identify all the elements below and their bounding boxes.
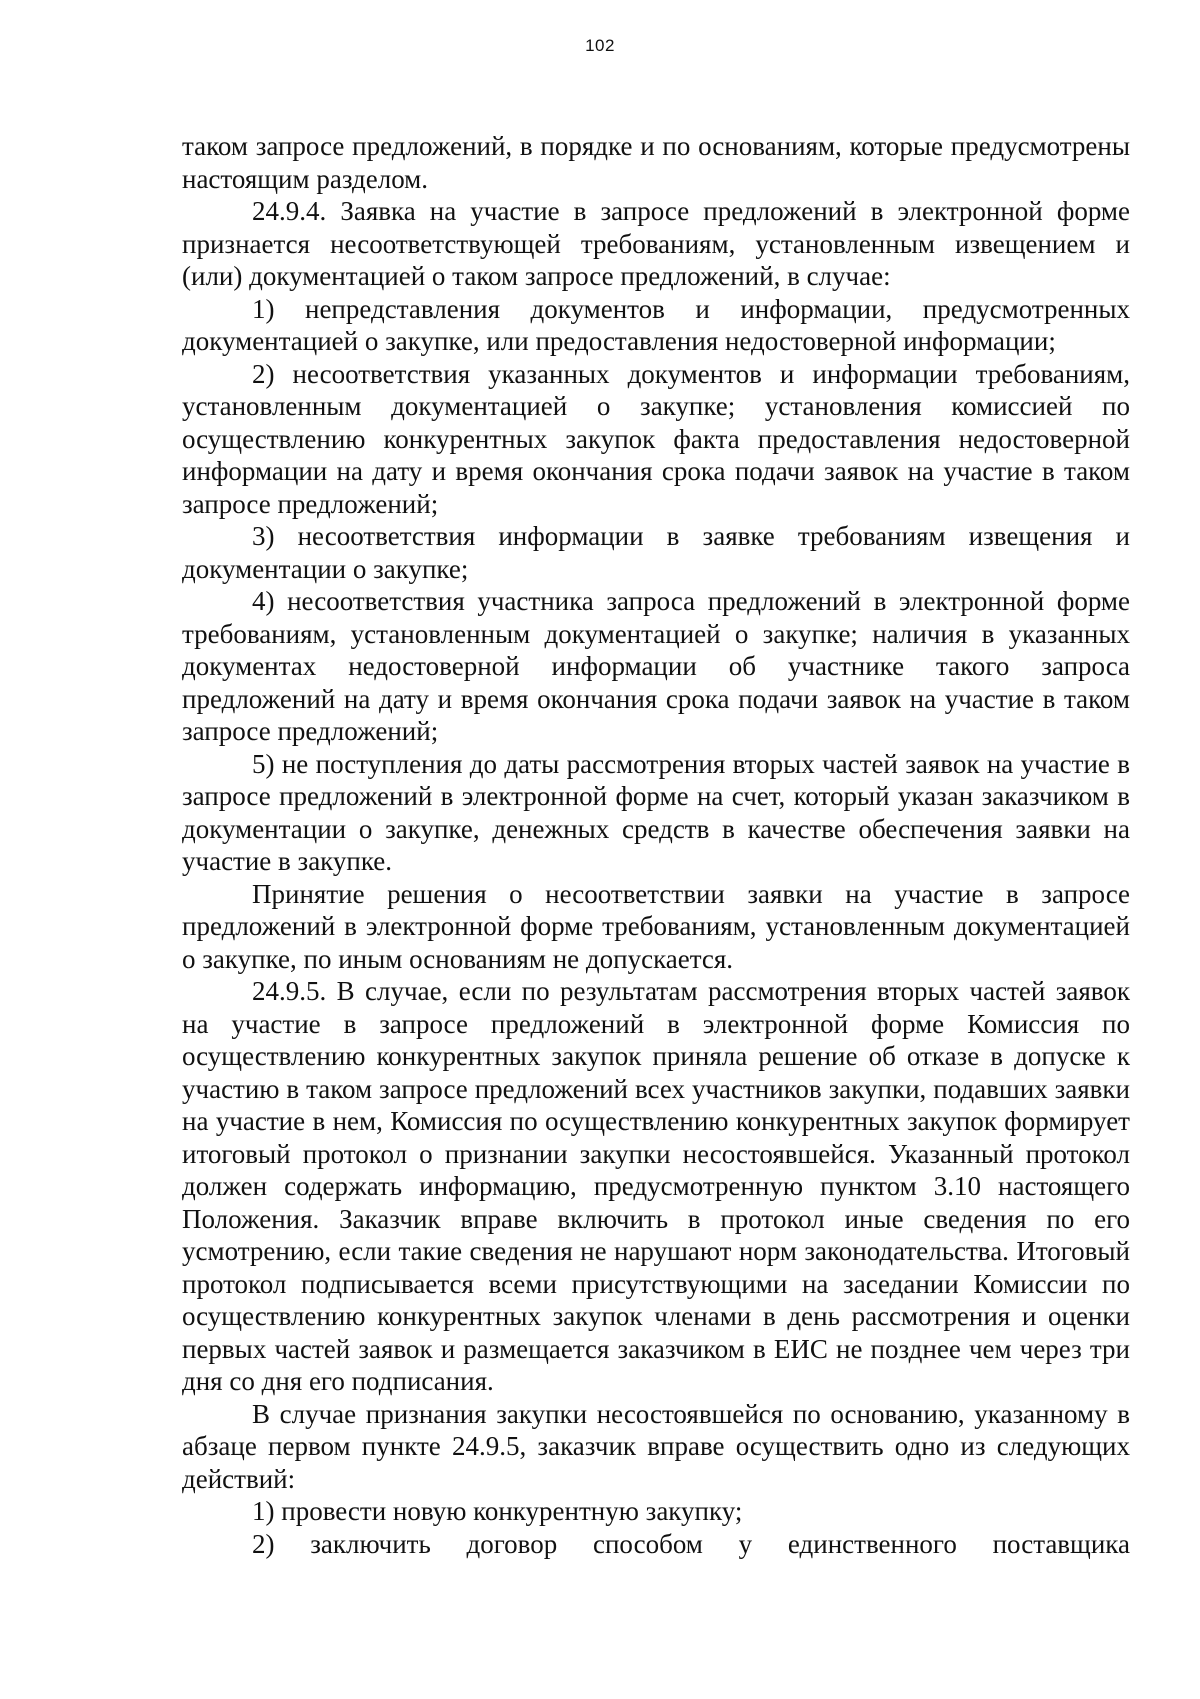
list-item-3: 3) несоответствия информации в заявке требованиям извещения и документации о закупке; (182, 521, 1130, 584)
paragraph-decision-rule: Принятие решения о несоответствии заявки на участие в запросе предложений в электронной форме требованиям, установленным документацией о закупке, по иным основаниям не допускается. (182, 878, 1130, 974)
paragraph-failed-procurement: В случае признания закупки несостоявшейся по основанию, указанному в абзаце первом пункте 24.9.5, заказчик вправе осуществить одно из следующих действий: (182, 1398, 1130, 1494)
paragraph-clause-24-9-5: 24.9.5. В случае, если по результатам рассмотрения вторых частей заявок на участие в запросе предложений в электронной форме Комиссия по осуществлению конкурентных закупок приняла решение об отказе в допуске к участию в таком запросе предложений всех участников закупки, подавших заявки на участие в нем, Комиссия по осуществлению конкурентных закупок формирует итоговый протокол о признании закупки несостоявшейся. Указанный протокол должен содержать информацию, предусмотренную пунктом 3.10 настоящего Положения. Заказчик вправе включить в протокол иные сведения по его усмотрению, если такие сведения не нарушают норм законодательства. Итоговый протокол подписывается всеми присутствующими на заседании Комиссии по осуществлению конкурентных закупок членами в день рассмотрения и оценки первых частей заявок и размещается заказчиком в ЕИС не позднее чем через три дня со дня его подписания. (182, 976, 1130, 1396)
list-item-2: 2) несоответствия указанных документов и информации требованиям, установленным документацией о закупке; установления комиссией по осуществлению конкурентных закупок факта предоставления недостоверной информации на дату и время окончания срока подачи заявок на участие в таком запросе предложений; (182, 358, 1130, 519)
page-number: 102 (585, 36, 615, 55)
document-body (182, 130, 1130, 1560)
list-item-5: 5) не поступления до даты рассмотрения вторых частей заявок на участие в запросе предложений в электронной форме на счет, который указан заказчиком в документации о закупке, денежных средств в качестве обеспечения заявки на участие в закупке. (182, 748, 1130, 876)
paragraph-clause-24-9-4: 24.9.4. Заявка на участие в запросе предложений в электронной форме признается несоответствующей требованиям, установленным извещением и (или) документацией о таком запросе предложений, в случае: (182, 196, 1130, 291)
action-item-1: 1) провести новую конкурентную закупку; (252, 1496, 743, 1526)
paragraph-intro-continuation: таком запросе предложений, в порядке и по основаниям, которые предусмотрены настоящим разделом. (182, 131, 1130, 194)
list-item-4: 4) несоответствия участника запроса предложений в электронной форме требованиям, установленным документацией о закупке; наличия в указанных документах недостоверной информации об участнике такого запроса предложений на дату и время окончания срока подачи заявок на участие в таком запросе предложений; (182, 586, 1130, 746)
action-item-2: 2) заключить договор способом у единственного поставщика (252, 1528, 1130, 1559)
list-item-1: 1) непредставления документов и информации, предусмотренных документацией о закупке, или предоставления недостоверной информации; (182, 293, 1130, 356)
